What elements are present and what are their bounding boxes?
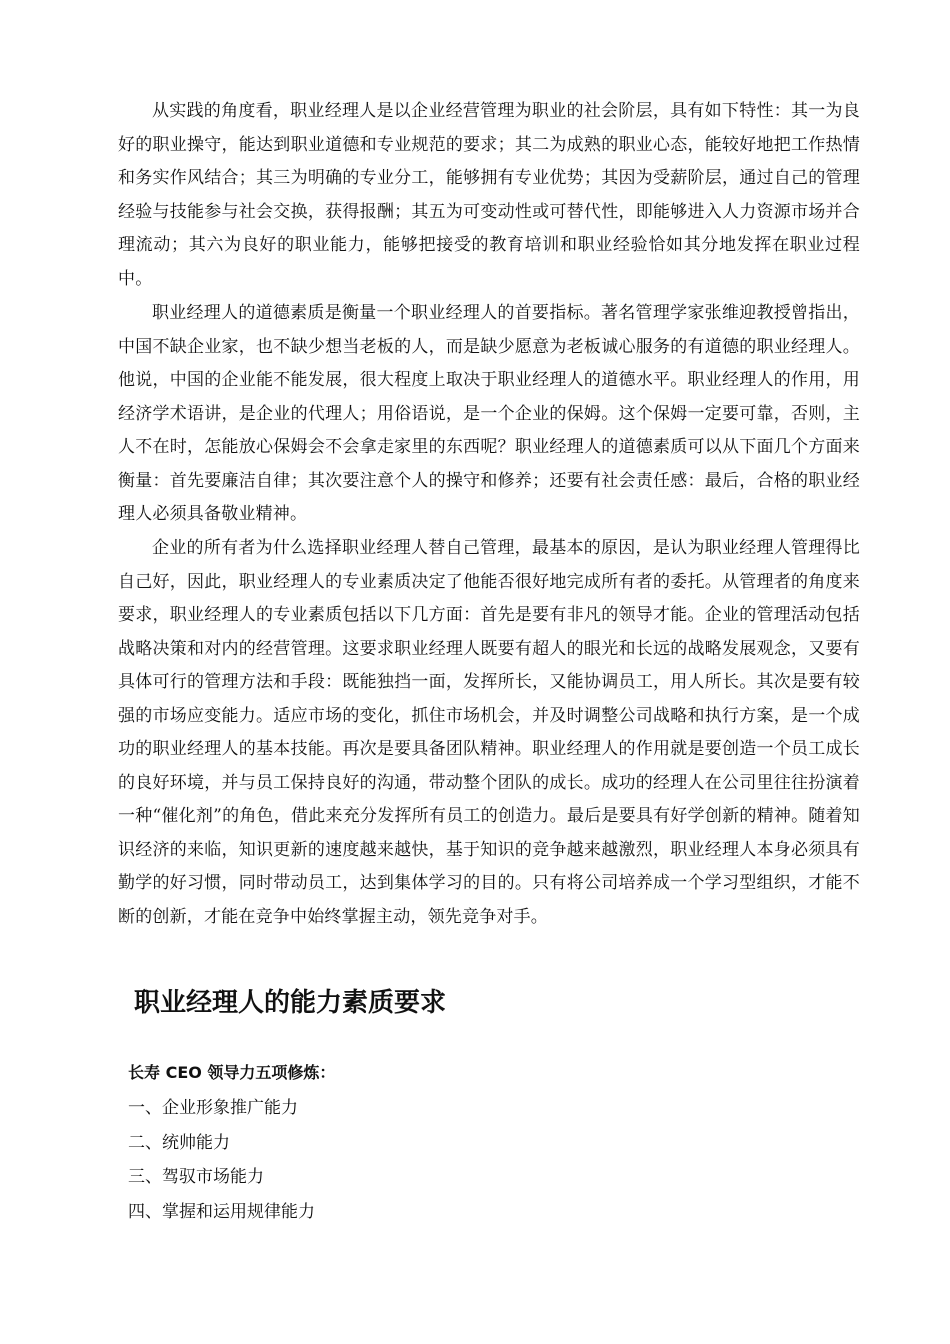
list-item: 一、企业形象推广能力 [128,1098,298,1118]
list-item: 二、统帅能力 [128,1132,230,1153]
list-item: 三、驾驭市场能力 [128,1167,264,1187]
paragraph-professional-quality: 企业的所有者为什么选择职业经理人替自己管理，最基本的原因，是认为职业经理人管理得比自己好，因此，职业经理人的专业素质决定了他能否很好地完成所有者的委托。从管理者的角度来要求，职业经理人的专业素质包括以下几方面：首先是要有非凡的领导才能。企业的管理活动包括战略决策和对内的经营管理。这要求职业经理人既要有超人的眼光和长远的战略发展观念，又要有具体可行的管理方法和手段：既能独挡一面，发挥所长，又能协调员工，用人所长。其次是要有较强的市场应变能力。适应市场的变化，抓住市场机会，并及时调整公司战略和执行方案，是一个成功的职业经理人的基本技能。再次是要具备团队精神。职业经理人的作用就是要创造一个员工成长的良好环境，并与员工保持良好的沟通，带动整个团队的成长。成功的经理人在公司里往往扮演着一种“催化剂”的角色，借此来充分发挥所有员工的创造力。最后是要具有好学创新的精神。随着知识经济的来临，知识更新的速度越来越快，基于知识的竞争越来越激烈，职业经理人本身必须具有勤学的好习惯，同时带动员工，达到集体学习的目的。只有将公司培养成一个学习型组织，才能不断的创新，才能在竞争中始终掌握主动，领先竞争对手。 [118,538,860,927]
ability-list [128,1091,315,1229]
list-item: 四、掌握和运用规律能力 [128,1201,315,1222]
paragraph-moral-quality: 职业经理人的道德素质是衡量一个职业经理人的首要指标。著名管理学家张维迎教授曾指出，中国不缺企业家，也不缺少想当老板的人，而是缺少愿意为老板诚心服务的有道德的职业经理人。他说，中国的企业能不能发展，很大程度上取决于职业经理人的道德水平。职业经理人的作用，用经济学术语讲，是企业的代理人；用俗语说，是一个企业的保姆。这个保姆一定要可靠，否则，主人不在时，怎能放心保姆会不会拿走家里的东西呢？职业经理人的道德素质可以从下面几个方面来衡量：首先要廉洁自律；其次要注意个人的操守和修养；还要有社会责任感：最后，合格的职业经理人必须具备敬业精神。 [118,303,860,524]
list-subheading: 长寿 CEO 领导力五项修炼： [128,1063,336,1082]
paragraph-professional-traits: 从实践的角度看，职业经理人是以企业经营管理为职业的社会阶层，具有如下特性：其一为良好的职业操守，能达到职业道德和专业规范的要求；其二为成熟的职业心态，能较好地把工作热情和务实作风结合；其三为明确的专业分工，能够拥有专业优势；其因为受薪阶层，通过自己的管理经验与技能参与社会交换，获得报酬；其五为可变动性或可替代性，即能够进入人力资源市场并合理流动；其六为良好的职业能力，能够把接受的教育培训和职业经验恰如其分地发挥在职业过程中。 [118,101,860,289]
section-heading: 职业经理人的能力素质要求 [134,988,447,1018]
